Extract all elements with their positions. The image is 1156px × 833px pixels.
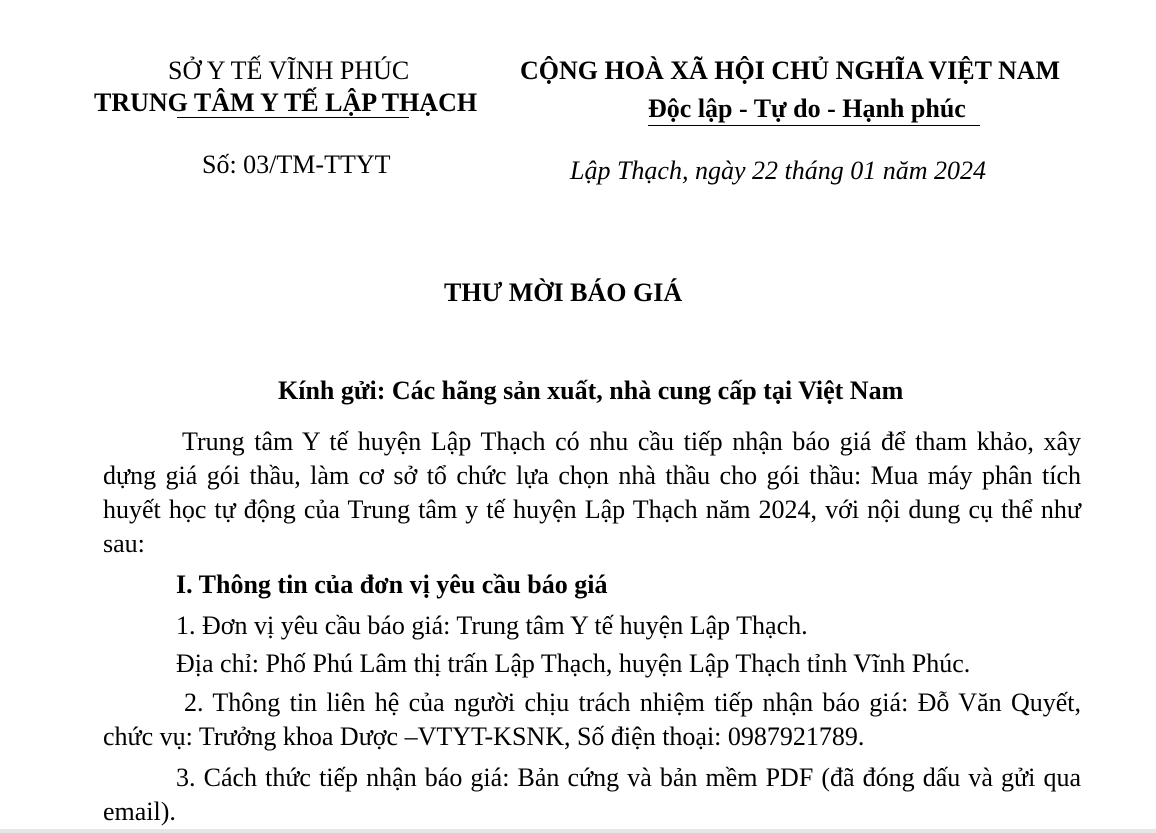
place-date: Lập Thạch, ngày 22 tháng 01 năm 2024 [570,156,986,185]
center-name: TRUNG TÂM Y TẾ LẬP THẠCH [94,88,478,117]
motto-underline [648,125,980,126]
item-1: 1. Đơn vị yêu cầu báo giá: Trung tâm Y tế huyện Lập Thạch. [176,611,808,640]
address-line: Địa chỉ: Phố Phú Lâm thị trấn Lập Thạch, huyện Lập Thạch tỉnh Vĩnh Phúc. [176,649,971,678]
intro-paragraph: Trung tâm Y tế huyện Lập Thạch có nhu cầu tiếp nhận báo giá để tham khảo, xây dựng giá gói thầu, làm cơ sở tổ chức lựa chọn nhà thầu cho gói thầu: Mua máy phân tích huyết học tự động của Trung tâm y tế huyện Lập Thạch năm 2024, với nội dung cụ thể như sau: [103,427,1081,558]
item-3: 3. Cách thức tiếp nhận báo giá: Bản cứng và bản mềm PDF (đã đóng dấu và gửi qua email). [103,763,1081,826]
page-edge [0,829,1156,833]
recipient-line: Kính gửi: Các hãng sản xuất, nhà cung cấp tại Việt Nam [278,376,904,405]
motto: Độc lập - Tự do - Hạnh phúc [648,94,966,123]
document-number: Số: 03/TM-TTYT [202,150,391,179]
center-underline [177,117,409,118]
section-heading: I. Thông tin của đơn vị yêu cầu báo giá [176,570,608,599]
nation-title: CỘNG HOÀ XÃ HỘI CHỦ NGHĨA VIỆT NAM [520,56,1061,85]
department-name: SỞ Y TẾ VĨNH PHÚC [168,56,410,85]
document-title: THƯ MỜI BÁO GIÁ [444,278,683,307]
item-2: 2. Thông tin liên hệ của người chịu trách nhiệm tiếp nhận báo giá: Đỗ Văn Quyết, chức vụ: Trưởng khoa Dược –VTYT-KSNK, Số điện thoại: 0987921789. [103,688,1081,751]
